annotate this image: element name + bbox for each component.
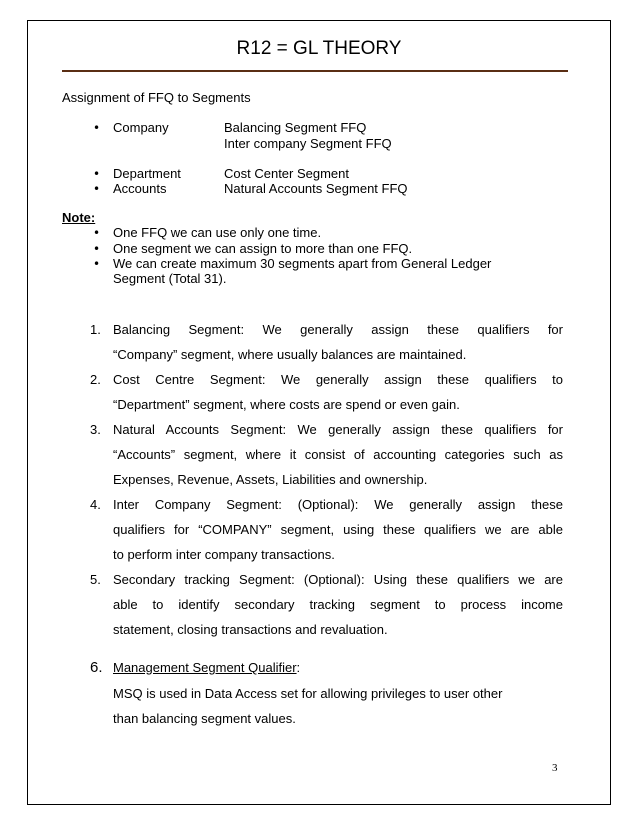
note-item: One segment we can assign to more than one FFQ. — [113, 241, 413, 256]
page-title: R12 = GL THEORY — [236, 38, 402, 59]
list-line: qualifiers for “COMPANY” segment, using these qualifiers we are able — [113, 522, 563, 537]
header-rule — [62, 70, 568, 72]
management-line: than balancing segment values. — [113, 711, 296, 726]
list-number: 6. — [90, 659, 103, 676]
list-number: 1. — [90, 322, 101, 337]
list-line: “Company” segment, where usually balances are maintained. — [113, 347, 467, 362]
list-line: “Department” segment, where costs are spend or even gain. — [113, 397, 460, 412]
list-line: “Accounts” segment, where it consist of accounting categories such as — [113, 447, 563, 462]
note-item-continued: Segment (Total 31). — [113, 271, 227, 286]
bullet-icon: • — [93, 167, 101, 181]
bullet-icon: • — [93, 226, 101, 240]
page-number: 3 — [552, 762, 558, 774]
list-number: 5. — [90, 572, 101, 587]
list-line: statement, closing transactions and revaluation. — [113, 622, 388, 637]
list-line: Cost Centre Segment: We generally assign these qualifiers to — [113, 372, 563, 387]
list-line: Natural Accounts Segment: We generally assign these qualifiers for — [113, 422, 563, 437]
qualifier-natural-accounts: Natural Accounts Segment FFQ — [224, 181, 408, 196]
management-title-text: Management Segment Qualifier — [113, 660, 297, 675]
qualifier-cost-center: Cost Center Segment — [224, 166, 350, 181]
list-number: 2. — [90, 372, 101, 387]
list-number: 4. — [90, 497, 101, 512]
list-line: to perform inter company transactions. — [113, 547, 335, 562]
qualifier-balancing: Balancing Segment FFQ — [224, 120, 367, 135]
assignment-heading: Assignment of FFQ to Segments — [62, 90, 251, 105]
bullet-icon: • — [93, 242, 101, 256]
list-line: Balancing Segment: We generally assign these qualifiers for — [113, 322, 563, 337]
bullet-icon: • — [93, 257, 101, 271]
segment-department: Department — [113, 166, 181, 181]
segment-accounts: Accounts — [113, 181, 167, 196]
list-number: 3. — [90, 422, 101, 437]
list-line: Secondary tracking Segment: (Optional): Using these qualifiers we are — [113, 572, 563, 587]
list-line: Inter Company Segment: (Optional): We generally assign these — [113, 497, 563, 512]
note-label: Note: — [62, 210, 96, 225]
bullet-icon: • — [93, 182, 101, 196]
management-line: MSQ is used in Data Access set for allowing privileges to user other — [113, 686, 503, 701]
note-item: One FFQ we can use only one time. — [113, 225, 322, 240]
bullet-icon: • — [93, 121, 101, 135]
list-line: able to identify secondary tracking segment to process income — [113, 597, 563, 612]
management-title-colon: : — [296, 660, 301, 675]
segment-company: Company — [113, 120, 169, 135]
list-line: Expenses, Revenue, Assets, Liabilities and ownership. — [113, 472, 428, 487]
management-title — [113, 659, 300, 677]
qualifier-intercompany: Inter company Segment FFQ — [224, 136, 392, 151]
note-item: We can create maximum 30 segments apart from General Ledger — [113, 256, 492, 271]
